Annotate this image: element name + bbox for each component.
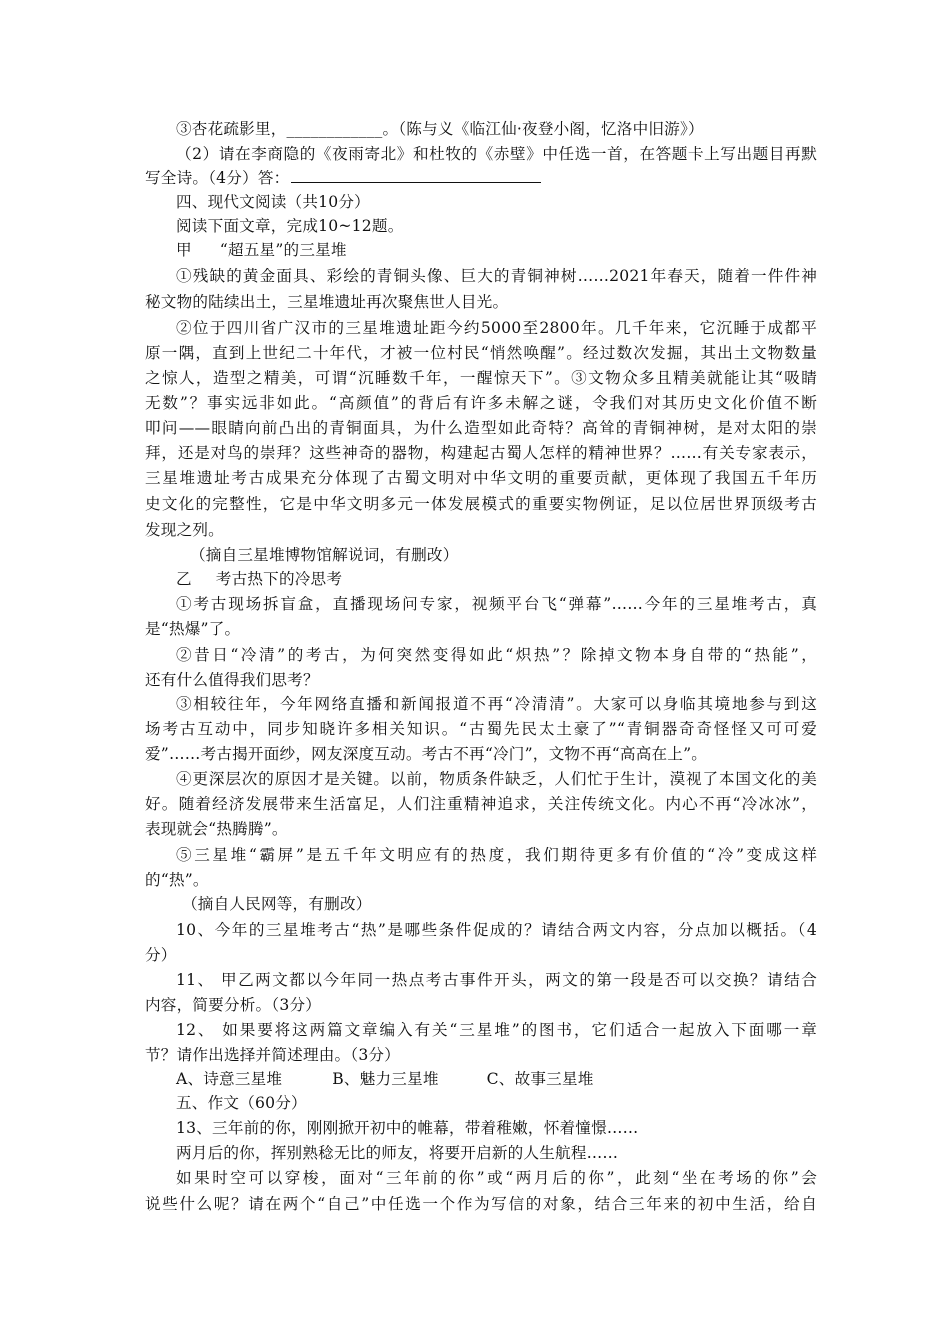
article-b-title [176, 567, 817, 591]
article-b-para-4-line-1: ④更深层次的原因才是关键。以前，物质条件缺乏，人们忙于生计，漠视了本国文化的美 [176, 770, 817, 788]
article-a-title [176, 238, 817, 262]
article-b-para-5-line-1: ⑤三星堆“霸屏”是五千年文明应有的热度，我们期待更多有价值的“冷”变成这样 [176, 846, 817, 864]
option-c: C、故事三星堆 [486, 1070, 594, 1088]
question-12-line-2: 节？请作出选择并简述理由。（3分） [145, 1046, 401, 1064]
question-12-line-1: 12、 如果要将这两篇文章编入有关“三星堆”的图书，它们适合一起放入下面哪一章 [176, 1021, 817, 1039]
article-a-para-2-line-6: 拜，还是对鸟的崇拜？这些神奇的器物，构建起古蜀人怎样的精神世界？……有关专家表示， [145, 444, 817, 462]
poem-fill-line-3: ③杏花疏影里，____________。（陈与义《临江仙·夜登小阁，忆洛中旧游》） [176, 120, 704, 138]
article-a-para-2-line-2: 原一隅，直到上世纪二十年代，才被一位村民“悄然唤醒”。经过数次发掘，其出土文物数量 [145, 344, 817, 362]
option-a: A、诗意三星堆 [176, 1070, 283, 1088]
question-10-line-2: 分） [145, 946, 177, 964]
section-5-heading: 五、作文（60分） [176, 1094, 307, 1112]
article-a-source: （摘自三星堆博物馆解说词，有删改） [190, 546, 459, 564]
article-b-para-1-line-1: ①考古现场拆盲盒，直播现场问专家，视频平台飞“弹幕”……今年的三星堆考古，真 [176, 595, 817, 613]
article-b-source: （摘自人民网等，有删改） [182, 895, 372, 913]
question-11-line-1: 11、 甲乙两文都以今年同一热点考古事件开头，两文的第一段是否可以交换？请结合 [176, 971, 817, 989]
article-b-para-2-line-2: 还有什么值得我们思考？ [145, 671, 319, 689]
article-b-para-4-line-2: 好。随着经济发展带来生活富足，人们注重精神追求，关注传统文化。内心不再“冷冰冰”， [145, 795, 817, 813]
article-b-title-text: 考古热下的冷思考 [215, 570, 343, 588]
question-13-line-2: 两月后的你，挥别熟稔无比的师友，将要开启新的人生航程…… [176, 1144, 619, 1162]
question-11-line-2: 内容，简要分析。（3分） [145, 996, 322, 1014]
article-b-para-1-line-2: 是“热爆”了。 [145, 620, 241, 638]
article-a-para-2-line-8: 史文化的完整性，它是中华文明多元一体发展模式的重要实物例证，足以位居世界顶级考古 [145, 495, 817, 513]
question-2-prompt: （2）请在李商隐的《夜雨寄北》和杜牧的《赤壁》中任选一首，在答题卡上写出题目再默 [176, 145, 817, 163]
reading-instruction: 阅读下面文章，完成10~12题。 [176, 217, 404, 235]
article-a-para-2-line-7: 三星堆遗址考古成果充分体现了古蜀文明对中华文明的重要贡献，更体现了我国五千年历 [145, 469, 817, 487]
article-b-para-2-line-1: ②昔日“冷清”的考古，为何突然变得如此“炽热”？除掉文物本身自带的“热能”， [176, 646, 817, 664]
article-a-para-2-line-3: 之惊人，造型之精美，可谓“沉睡数千年，一醒惊天下”。③文物众多且精美就能让其“吸睛 [145, 369, 817, 387]
question-2-answer-line [145, 166, 817, 190]
article-a-title-text: “超五星”的三星堆 [219, 241, 347, 259]
article-a-para-2-line-1: ②位于四川省广汉市的三星堆遗址距今约5000至2800年。几千年来，它沉睡于成都平 [176, 319, 817, 337]
question-13-line-4: 说些什么呢？请在两个“自己”中任选一个作为写信的对象，结合三年来的初中生活，给自 [145, 1195, 817, 1213]
article-b-para-3-line-3: 爱”……考古揭开面纱，网友深度互动。考古不再“冷门”，文物不再“高高在上”。 [145, 745, 708, 763]
article-a-para-2-line-4: 无数”？事实远非如此。“高颜值”的背后有许多未解之谜，令我们对其历史文化价值不断 [145, 394, 817, 412]
question-13-line-1: 13、三年前的你，刚刚掀开初中的帷幕，带着稚嫩，怀着憧憬…… [176, 1119, 639, 1137]
article-b-para-3-line-2: 场考古互动中，同步知晓许多相关知识。“古蜀先民太土豪了”“青铜器奇奇怪怪又可可爱 [145, 720, 817, 738]
article-b-para-5-line-2: 的“热”。 [145, 871, 209, 889]
article-a-para-1-line-2: 秘文物的陆续出土，三星堆遗址再次聚焦世人目光。 [145, 293, 509, 311]
article-b-label: 乙 [176, 570, 192, 588]
option-b: B、魅力三星堆 [332, 1070, 439, 1088]
section-4-heading: 四、现代文阅读（共10分） [176, 193, 370, 211]
article-b-para-4-line-3: 表现就会“热腾腾”。 [145, 820, 288, 838]
article-a-para-2-line-5: 叩问——眼睛向前凸出的青铜面具，为什么造型如此奇特？高耸的青铜神树，是对太阳的崇 [145, 419, 817, 437]
article-a-label: 甲 [176, 241, 192, 259]
article-a-para-1-line-1: ①残缺的黄金面具、彩绘的青铜头像、巨大的青铜神树……2021年春天，随着一件件神 [176, 267, 817, 285]
question-13-line-3: 如果时空可以穿梭，面对“三年前的你”或“两月后的你”，此刻“坐在考场的你”会 [176, 1169, 817, 1187]
article-a-para-2-line-9: 发现之列。 [145, 521, 224, 539]
question-2-answer-label: 写全诗。（4分）答： [145, 169, 290, 187]
question-10-line-1: 10、今年的三星堆考古“热”是哪些条件促成的？请结合两文内容，分点加以概括。（4 [176, 921, 817, 939]
answer-blank[interactable] [291, 166, 541, 183]
question-12-options [176, 1067, 817, 1091]
article-b-para-3-line-1: ③相较往年，今年网络直播和新闻报道不再“冷清清”。大家可以身临其境地参与到这 [176, 695, 817, 713]
